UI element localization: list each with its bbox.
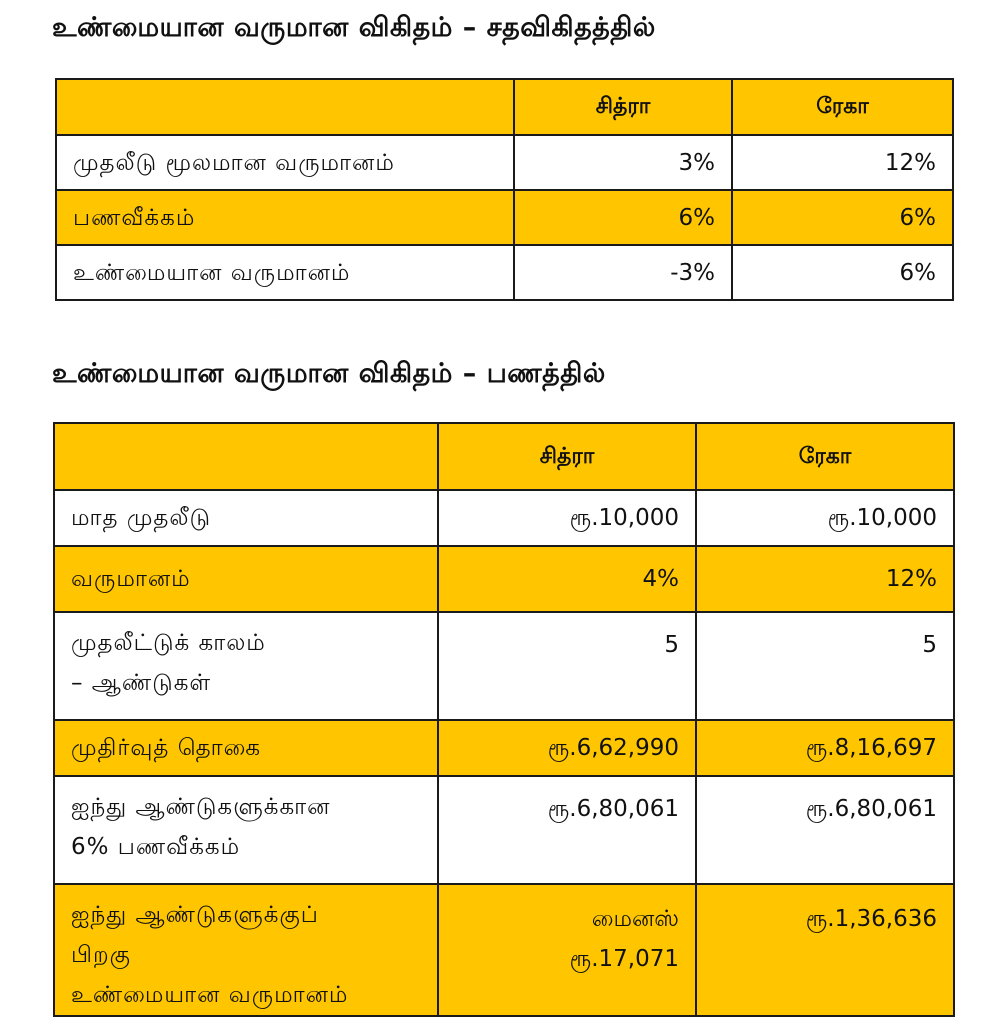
- table-header-row: [54, 423, 954, 490]
- header-rekha: ரேகா: [732, 79, 953, 135]
- header-blank-cell: [54, 423, 438, 490]
- chitra-value: 4%: [438, 546, 696, 612]
- chitra-value: 5: [438, 612, 696, 720]
- table-row: [54, 612, 954, 720]
- header-chitra: சித்ரா: [514, 79, 732, 135]
- money-section-title: உண்மையான வருமான விகிதம் – பணத்தில்: [52, 358, 606, 389]
- rekha-value: 12%: [732, 135, 953, 190]
- table-header-row: [56, 79, 953, 135]
- row-label: பணவீக்கம்: [56, 190, 514, 245]
- chitra-value: ரூ.10,000: [438, 490, 696, 546]
- rekha-value: 6%: [732, 245, 953, 300]
- rekha-value: 12%: [696, 546, 954, 612]
- chitra-value: -3%: [514, 245, 732, 300]
- header-chitra: சித்ரா: [438, 423, 696, 490]
- table-row: [56, 135, 953, 190]
- table-row: [56, 245, 953, 300]
- chitra-value: 6%: [514, 190, 732, 245]
- chitra-value: ரூ.6,80,061: [438, 776, 696, 884]
- row-label: ஐந்து ஆண்டுகளுக்கான 6% பணவீக்கம்: [54, 776, 438, 884]
- table-row: [56, 190, 953, 245]
- rekha-value: ரூ.10,000: [696, 490, 954, 546]
- row-label: முதிர்வுத் தொகை: [54, 720, 438, 776]
- table-row: [54, 720, 954, 776]
- percent-rate-table: [55, 78, 954, 301]
- table-row: [54, 546, 954, 612]
- rekha-value: ரூ.8,16,697: [696, 720, 954, 776]
- chitra-value: 3%: [514, 135, 732, 190]
- row-label: உண்மையான வருமானம்: [56, 245, 514, 300]
- row-label: முதலீட்டுக் காலம் – ஆண்டுகள்: [54, 612, 438, 720]
- rekha-value: 6%: [732, 190, 953, 245]
- row-label: வருமானம்: [54, 546, 438, 612]
- table-row: [54, 776, 954, 884]
- table-row: [54, 490, 954, 546]
- rekha-value: ரூ.1,36,636: [696, 884, 954, 1016]
- chitra-value: மைனஸ் ரூ.17,071: [438, 884, 696, 1016]
- row-label: முதலீடு மூலமான வருமானம்: [56, 135, 514, 190]
- chitra-value: ரூ.6,62,990: [438, 720, 696, 776]
- header-rekha: ரேகா: [696, 423, 954, 490]
- money-rate-table: [53, 422, 955, 1017]
- header-blank-cell: [56, 79, 514, 135]
- rekha-value: 5: [696, 612, 954, 720]
- row-label: மாத முதலீடு: [54, 490, 438, 546]
- percent-section-title: உண்மையான வருமான விகிதம் – சதவிகிதத்தில்: [52, 12, 656, 43]
- rekha-value: ரூ.6,80,061: [696, 776, 954, 884]
- row-label: ஐந்து ஆண்டுகளுக்குப் பிறகு உண்மையான வருமானம்: [54, 884, 438, 1016]
- table-row: [54, 884, 954, 1016]
